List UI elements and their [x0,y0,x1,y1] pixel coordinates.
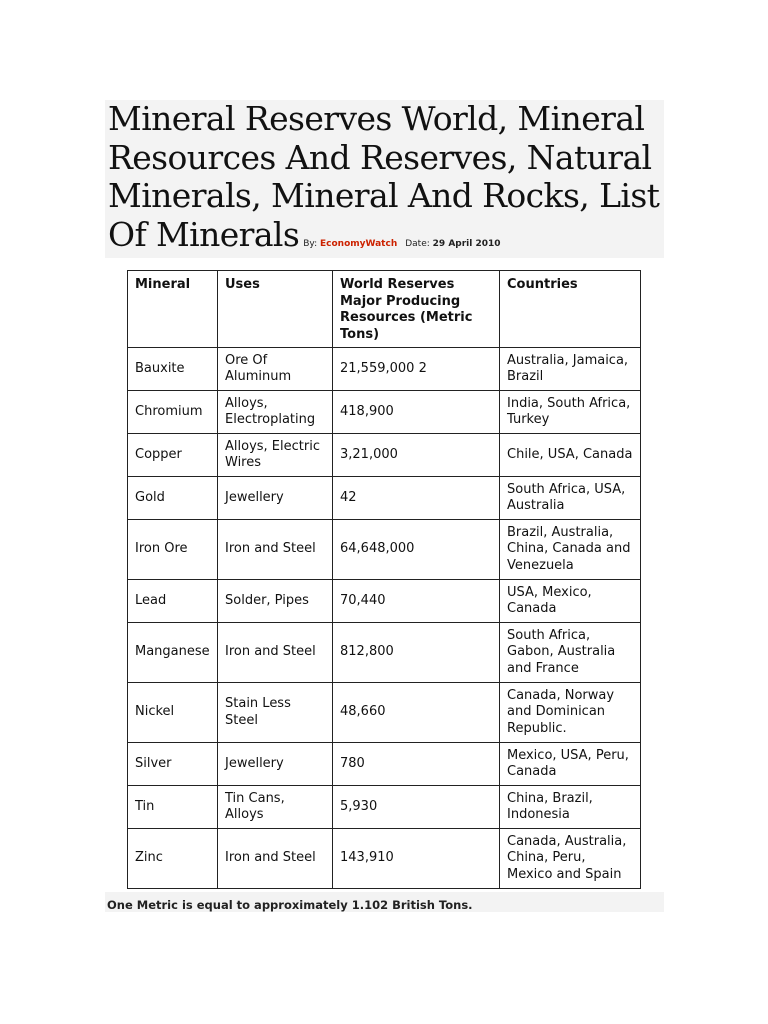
cell-countries: Canada, Norway and Dominican Republic. [500,683,641,743]
cell-countries: China, Brazil, Indonesia [500,786,641,829]
cell-uses: Jewellery [218,743,333,786]
cell-uses: Iron and Steel [218,623,333,683]
table-row [128,683,641,743]
cell-countries: South Africa, Gabon, Australia and France [500,623,641,683]
cell-countries: India, South Africa, Turkey [500,391,641,434]
table-row [128,786,641,829]
cell-reserves: 418,900 [333,391,500,434]
cell-uses: Stain Less Steel [218,683,333,743]
table-body [128,348,641,889]
cell-reserves: 812,800 [333,623,500,683]
cell-reserves: 21,559,000 2 [333,348,500,391]
cell-mineral: Chromium [128,391,218,434]
cell-uses: Solder, Pipes [218,580,333,623]
header-countries: Countries [500,271,641,348]
cell-reserves: 780 [333,743,500,786]
table-row [128,829,641,889]
table-row [128,477,641,520]
cell-countries: Chile, USA, Canada [500,434,641,477]
cell-reserves: 48,660 [333,683,500,743]
cell-reserves: 70,440 [333,580,500,623]
cell-reserves: 42 [333,477,500,520]
table-row [128,348,641,391]
cell-uses: Tin Cans, Alloys [218,786,333,829]
footnote: One Metric is equal to approximately 1.102 British Tons. [107,898,473,912]
cell-countries: Canada, Australia, China, Peru, Mexico and Spain [500,829,641,889]
table-row [128,434,641,477]
header-uses: Uses [218,271,333,348]
cell-uses: Ore Of Aluminum [218,348,333,391]
cell-mineral: Manganese [128,623,218,683]
table-row [128,743,641,786]
cell-mineral: Zinc [128,829,218,889]
cell-reserves: 64,648,000 [333,520,500,580]
cell-countries: USA, Mexico, Canada [500,580,641,623]
publish-date: 29 April 2010 [432,238,501,249]
cell-mineral: Lead [128,580,218,623]
date-label: Date: [405,238,430,249]
cell-reserves: 143,910 [333,829,500,889]
table-header-row [128,271,641,348]
cell-uses: Alloys, Electroplating [218,391,333,434]
cell-mineral: Gold [128,477,218,520]
article-title: Mineral Reserves World, Mineral Resources And Reserves, Natural Minerals, Mineral And Rocks, List Of Minerals [108,99,660,254]
cell-mineral: Nickel [128,683,218,743]
table-row [128,391,641,434]
header-world-reserves: World Reserves Major Producing Resources (Metric Tons) [333,271,500,348]
cell-reserves: 3,21,000 [333,434,500,477]
header-mineral: Mineral [128,271,218,348]
cell-mineral: Silver [128,743,218,786]
by-label: By: [303,238,318,249]
table-row [128,580,641,623]
cell-uses: Iron and Steel [218,520,333,580]
article-title-block [108,100,660,263]
cell-uses: Iron and Steel [218,829,333,889]
byline [303,239,500,249]
cell-mineral: Copper [128,434,218,477]
cell-mineral: Iron Ore [128,520,218,580]
author-link[interactable]: EconomyWatch [320,238,398,249]
minerals-table [127,270,641,889]
cell-countries: Mexico, USA, Peru, Canada [500,743,641,786]
cell-mineral: Bauxite [128,348,218,391]
cell-countries: South Africa, USA, Australia [500,477,641,520]
cell-uses: Jewellery [218,477,333,520]
cell-countries: Australia, Jamaica, Brazil [500,348,641,391]
cell-countries: Brazil, Australia, China, Canada and Venezuela [500,520,641,580]
cell-mineral: Tin [128,786,218,829]
cell-reserves: 5,930 [333,786,500,829]
table-row [128,520,641,580]
cell-uses: Alloys, Electric Wires [218,434,333,477]
table-row [128,623,641,683]
